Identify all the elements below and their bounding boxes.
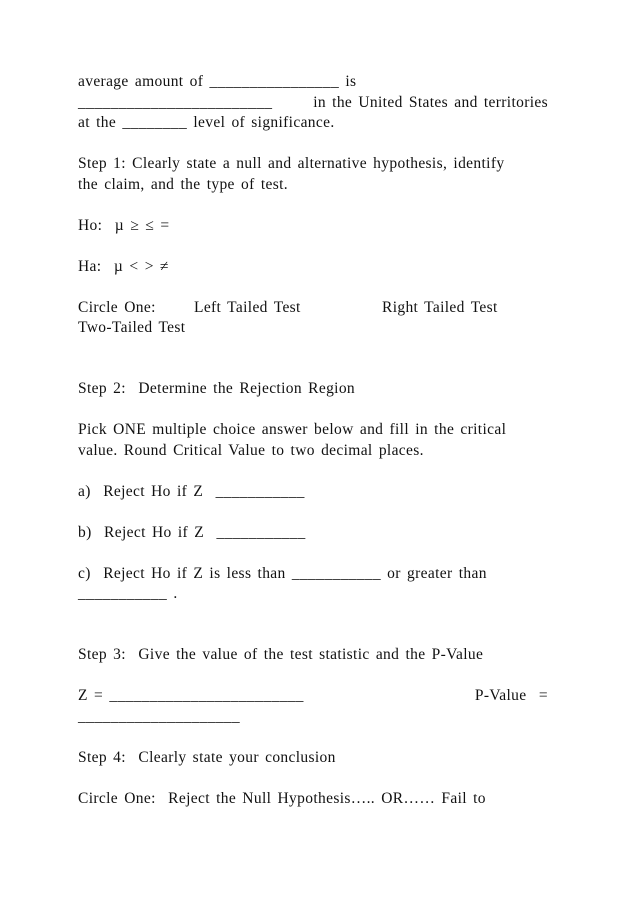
intro-location-text: in the United States and territories: [313, 93, 548, 111]
intro-line-2: [78, 93, 548, 114]
right-tailed-option: Right Tailed Test: [382, 298, 498, 316]
intro-blank: ________________________: [78, 93, 273, 111]
left-tailed-option: Left Tailed Test: [194, 298, 301, 316]
null-hypothesis: Ho: µ ≥ ≤ =: [78, 216, 170, 234]
step3-heading: Step 3: Give the value of the test statistic and the P-Value: [78, 646, 484, 663]
worksheet-page: [78, 72, 548, 809]
option-c: c) Reject Ho if Z is less than ___________ or greater than: [78, 564, 487, 582]
step1-heading: Step 1: Clearly state a null and alternative hypothesis, identify: [78, 155, 505, 172]
step2-instruction-2: value. Round Critical Value to two decimal places.: [78, 441, 424, 459]
circle-one-label: Circle One:: [78, 298, 156, 316]
option-a: a) Reject Ho if Z ___________: [78, 482, 305, 500]
p-value-blank: ____________________: [78, 707, 240, 725]
two-tailed-option: Two-Tailed Test: [78, 319, 186, 336]
option-b: b) Reject Ho if Z ___________: [78, 523, 306, 541]
test-statistic-row: [78, 686, 548, 707]
step2-heading: Step 2: Determine the Rejection Region: [78, 380, 356, 397]
p-value-label: P-Value =: [474, 687, 548, 704]
alternative-hypothesis: Ha: µ < > ≠: [78, 257, 169, 275]
z-value-field: Z = ________________________: [78, 687, 304, 704]
intro-line-3: at the ________ level of significance.: [78, 114, 335, 131]
conclusion-choices: Circle One: Reject the Null Hypothesis….. OR…… Fail to: [78, 789, 486, 807]
step4-heading: Step 4: Clearly state your conclusion: [78, 748, 336, 766]
step1-heading-cont: the claim, and the type of test.: [78, 175, 289, 193]
option-c-cont: ___________ .: [78, 585, 178, 602]
test-type-choices: [78, 298, 548, 319]
step2-instruction-1: Pick ONE multiple choice answer below and fill in the critical: [78, 421, 507, 438]
intro-line-1: average amount of ________________ is: [78, 73, 357, 90]
